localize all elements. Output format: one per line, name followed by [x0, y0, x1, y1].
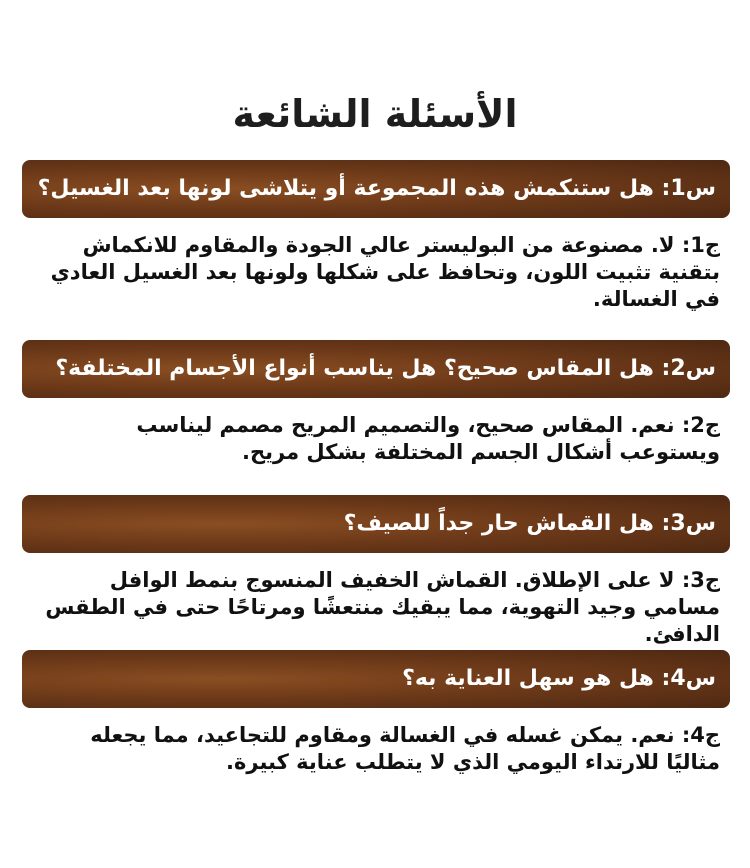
faq-question-2: س2: هل المقاس صحيح؟ هل يناسب أنواع الأجسام المختلفة؟	[22, 340, 730, 398]
faq-answer-2: ج2: نعم. المقاس صحيح، والتصميم المريح مصمم ليناسب ويستوعب أشكال الجسم المختلفة بشكل مريح.	[136, 413, 720, 464]
faq-answer-3: ج3: لا على الإطلاق. القماش الخفيف المنسوج بنمط الوافل مسامي وجيد التهوية، مما يبقيك منتعشًا ومرتاحًا حتى في الطقس الدافئ.	[45, 568, 720, 646]
faq-answer-4: ج4: نعم. يمكن غسله في الغسالة ومقاوم للتجاعيد، مما يجعله مثاليًا للارتداء اليومي الذي لا يتطلب عناية كبيرة.	[90, 723, 720, 774]
page-title: الأسئلة الشائعة	[232, 92, 518, 136]
faq-question-3: س3: هل القماش حار جداً للصيف؟	[22, 495, 730, 553]
faq-question-4: س4: هل هو سهل العناية به؟	[22, 650, 730, 708]
faq-question-1: س1: هل ستنكمش هذه المجموعة أو يتلاشى لونها بعد الغسيل؟	[22, 160, 730, 218]
faq-answer-1: ج1: لا. مصنوعة من البوليستر عالي الجودة والمقاوم للانكماش بتقنية تثبيت اللون، وتحافظ على شكلها ولونها بعد الغسيل العادي في الغسالة.	[50, 233, 720, 311]
